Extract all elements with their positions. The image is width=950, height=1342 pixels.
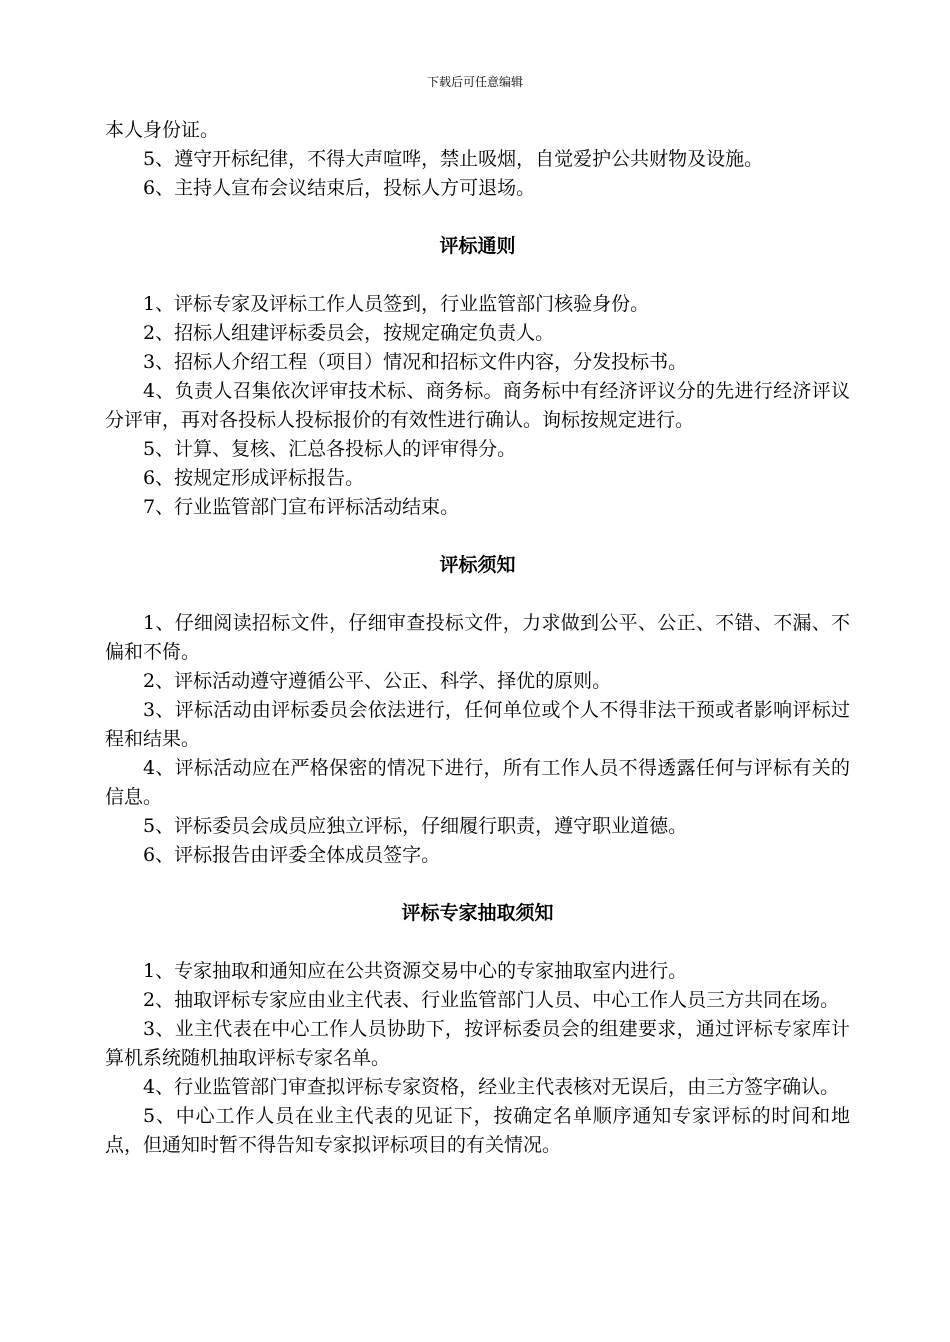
paragraph: 2、抽取评标专家应由业主代表、行业监管部门人员、中心工作人员三方共同在场。 xyxy=(143,989,840,1011)
section-title-evaluation-notice: 评标须知 xyxy=(439,554,516,576)
spacer xyxy=(105,580,850,609)
paragraph: 3、业主代表在中心工作人员协助下，按评标委员会的组建要求，通过评标专家库计算机系统随机抽取评标专家名单。 xyxy=(105,1018,850,1069)
paragraph: 6、评标报告由评委全体成员签字。 xyxy=(143,844,441,866)
paragraph: 5、遵守开标纪律，不得大声喧哗，禁止吸烟，自觉爱护公共财物及设施。 xyxy=(143,148,764,170)
section-title-general-rules: 评标通则 xyxy=(439,235,516,257)
paragraph: 2、招标人组建评标委员会，按规定确定负责人。 xyxy=(143,322,555,344)
section-title-expert-selection: 评标专家抽取须知 xyxy=(401,902,554,924)
spacer xyxy=(105,928,850,957)
spacer xyxy=(105,522,850,551)
paragraph: 6、按规定形成评标报告。 xyxy=(143,467,365,489)
spacer xyxy=(105,203,850,232)
spacer xyxy=(105,261,850,290)
paragraph: 3、招标人介绍工程（项目）情况和招标文件内容，分发投标书。 xyxy=(143,351,688,373)
paragraph: 1、评标专家及评标工作人员签到，行业监管部门核验身份。 xyxy=(143,293,650,315)
paragraph: 7、行业监管部门宣布评标活动结束。 xyxy=(143,496,460,518)
paragraph: 5、中心工作人员在业主代表的见证下，按确定名单顺序通知专家评标的时间和地点，但通知时暂不得告知专家拟评标项目的有关情况。 xyxy=(105,1105,850,1156)
paragraph: 3、评标活动由评标委员会依法进行，任何单位或个人不得非法干预或者影响评标过程和结果。 xyxy=(105,699,850,750)
page-header: 下载后可任意编辑 xyxy=(426,75,523,89)
paragraph: 1、专家抽取和通知应在公共资源交易中心的专家抽取室内进行。 xyxy=(143,960,688,982)
paragraph: 4、负责人召集依次评审技术标、商务标。商务标中有经济评议分的先进行经济评议分评审，再对各投标人投标报价的有效性进行确认。询标按规定进行。 xyxy=(105,380,850,431)
document-body xyxy=(105,116,850,1160)
paragraph: 5、计算、复核、汇总各投标人的评审得分。 xyxy=(143,438,517,460)
paragraph: 4、行业监管部门审查拟评标专家资格，经业主代表核对无误后，由三方签字确认。 xyxy=(143,1076,840,1098)
paragraph: 1、仔细阅读招标文件，仔细审查投标文件，力求做到公平、公正、不错、不漏、不偏和不倚。 xyxy=(105,612,850,663)
paragraph: 2、评标活动遵守遵循公平、公正、科学、择优的原则。 xyxy=(143,670,612,692)
paragraph: 4、评标活动应在严格保密的情况下进行，所有工作人员不得透露任何与评标有关的信息。 xyxy=(105,757,850,808)
paragraph: 本人身份证。 xyxy=(105,119,220,141)
spacer xyxy=(105,870,850,899)
paragraph: 5、评标委员会成员应独立评标，仔细履行职责，遵守职业道德。 xyxy=(143,815,688,837)
paragraph: 6、主持人宣布会议结束后，投标人方可退场。 xyxy=(143,177,536,199)
